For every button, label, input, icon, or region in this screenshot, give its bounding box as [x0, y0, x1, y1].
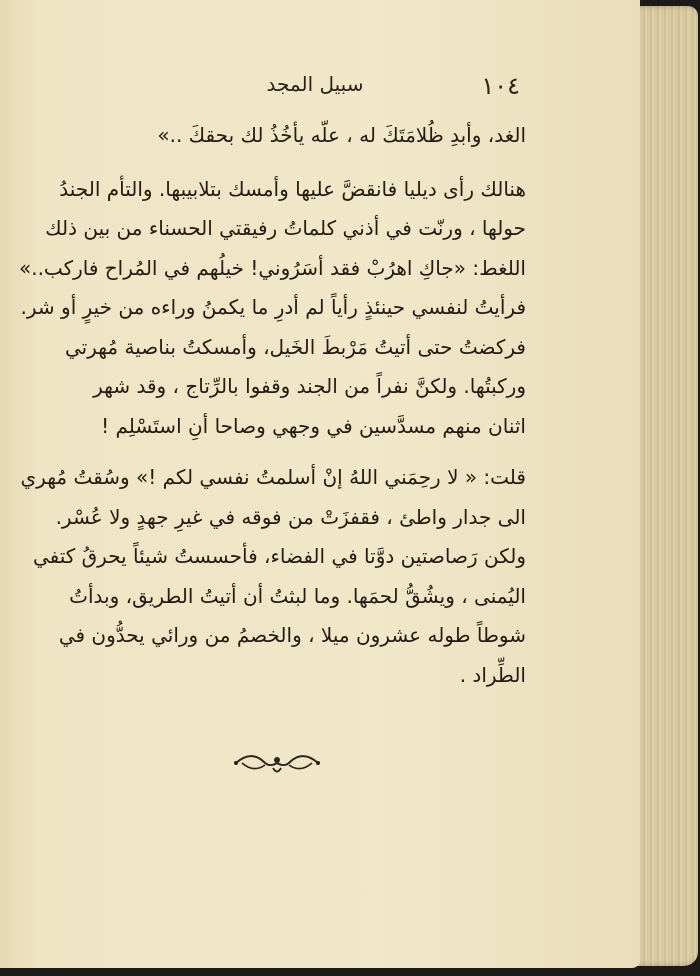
- text-line: اثنان منهم مسدَّسين في وجهي وصاحا أنِ استَسْلِم !: [101, 413, 526, 438]
- text-line: فركضتُ حتى أتيتُ مَرْبطَ الخَيل، وأمسكتُ بناصية مُهرتي: [64, 334, 526, 359]
- text-line: وركبتُها. ولكنَّ نفراً من الجند وقفوا بالرِّتاج ، وقد شهر: [93, 374, 526, 398]
- floral-ornament-icon: [232, 748, 322, 778]
- text-line: فرأيتُ لنفسي حينئذٍ رأياً لم أدرِ ما يكمنُ وراءه من خيرٍ أو شر.: [20, 295, 526, 319]
- page-number: ١٠٤: [481, 72, 520, 100]
- text-line: ولكن رَصاصتين دوَّتا في الفضاء، فأحسستُ شيئاً يحرقُ كتفي: [32, 544, 526, 568]
- text-line: اللغط: «جاكِ اهرُبْ فقد أسَرُوني! خيلُهم في المُراح فاركب..»: [18, 255, 526, 280]
- text-line: اليُمنى ، ويشُقُّ لحمَها. وما لبثتُ أن أتيتُ الطريق، وبدأتُ: [69, 583, 526, 608]
- text-line: هنالك رأى ديليا فانقضَّ عليها وأمسك بتلابيبها. والتأم الجندُ: [59, 176, 526, 201]
- text-line: قلت: « لا رحِمَني اللهُ إنْ أسلمتُ نفسي لكم !» وسُقتُ مُهري: [20, 465, 526, 489]
- text-line: الطِّراد .: [459, 662, 526, 687]
- page-header: [110, 72, 520, 104]
- running-title: سبيل المجد: [266, 72, 364, 96]
- text-line: شوطاً طوله عشرون ميلا ، والخصمُ من ورائي يحدُّون في: [58, 623, 526, 647]
- text-line: حولها ، ورنّت في أذني كلماتُ رفيقتي الحسناء من بين ذلك: [45, 216, 526, 240]
- text-line: الى جدار واطئ ، فقفزَتْ من فوقه في غيرِ جهدٍ ولا عُسْر.: [55, 504, 526, 529]
- text-line: الغد، وأبدِ ظُلامَتَكَ له ، علّه يأخُذُ لك بحقكَ ..»: [157, 123, 526, 147]
- body-text: [18, 116, 526, 695]
